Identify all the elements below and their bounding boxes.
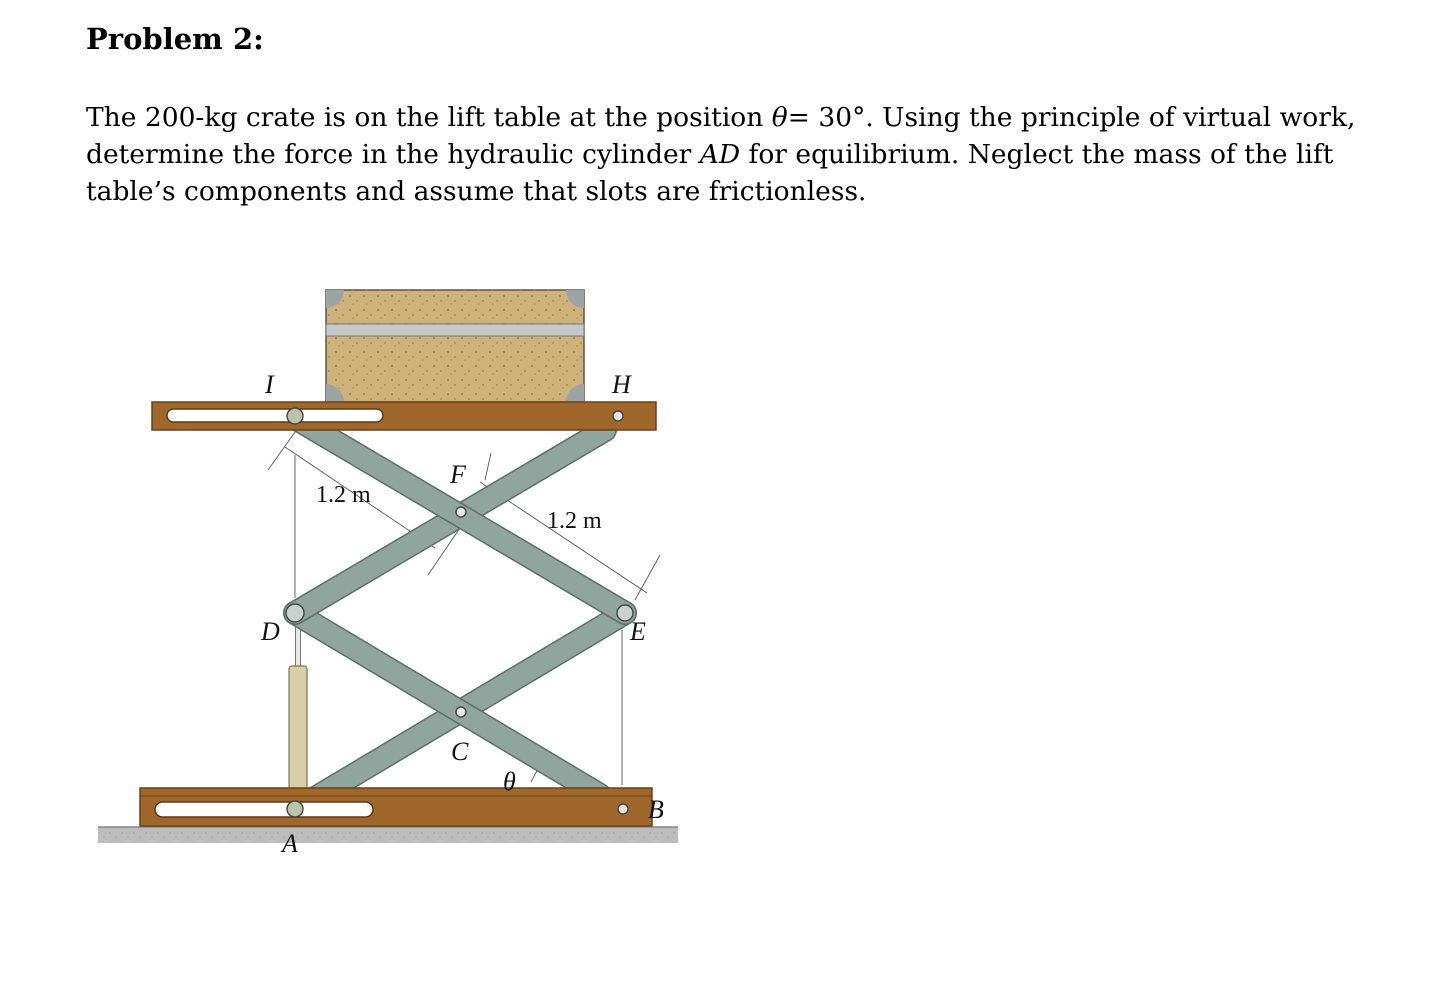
lift-table-figure: [95, 250, 690, 860]
pin-b: [618, 804, 628, 814]
label-a: A: [282, 829, 298, 858]
crate: [326, 290, 584, 402]
label-i: I: [265, 370, 274, 399]
label-d: D: [261, 617, 280, 646]
label-c: C: [451, 737, 469, 766]
pin-c: [456, 707, 466, 717]
hydraulic-cylinder-ad: [289, 618, 307, 791]
ground: [98, 827, 678, 843]
dimension-right-link: 1.2 m: [547, 508, 602, 534]
problem-statement: [86, 99, 1396, 210]
statement-part-1: The 200-kg crate is on the lift table at the position: [86, 102, 772, 133]
lift-table-diagram: [95, 250, 690, 860]
pin-f: [456, 507, 466, 517]
top-table: [152, 402, 656, 430]
label-f: F: [450, 460, 466, 489]
theta-symbol: θ: [771, 102, 788, 133]
bottom-table: [140, 788, 652, 826]
label-theta: θ: [503, 767, 516, 796]
statement-part-2: = 30°. Using the principle of virtual work, determine the force in the hydraulic cylinder: [86, 102, 1356, 170]
dimension-left-link: 1.2 m: [316, 482, 371, 508]
label-h: H: [612, 370, 631, 399]
pin-i: [287, 408, 303, 424]
pin-h: [613, 411, 623, 421]
cylinder-label: AD: [699, 139, 741, 170]
statement-part-3: for equilibrium. Neglect the mass of the lift table’s components and assume that slots are frictionless.: [86, 139, 1334, 207]
problem-heading: Problem 2:: [86, 22, 264, 56]
label-e: E: [630, 617, 646, 646]
pin-a: [287, 801, 303, 817]
pin-d: [286, 604, 304, 622]
label-b: B: [648, 795, 664, 824]
